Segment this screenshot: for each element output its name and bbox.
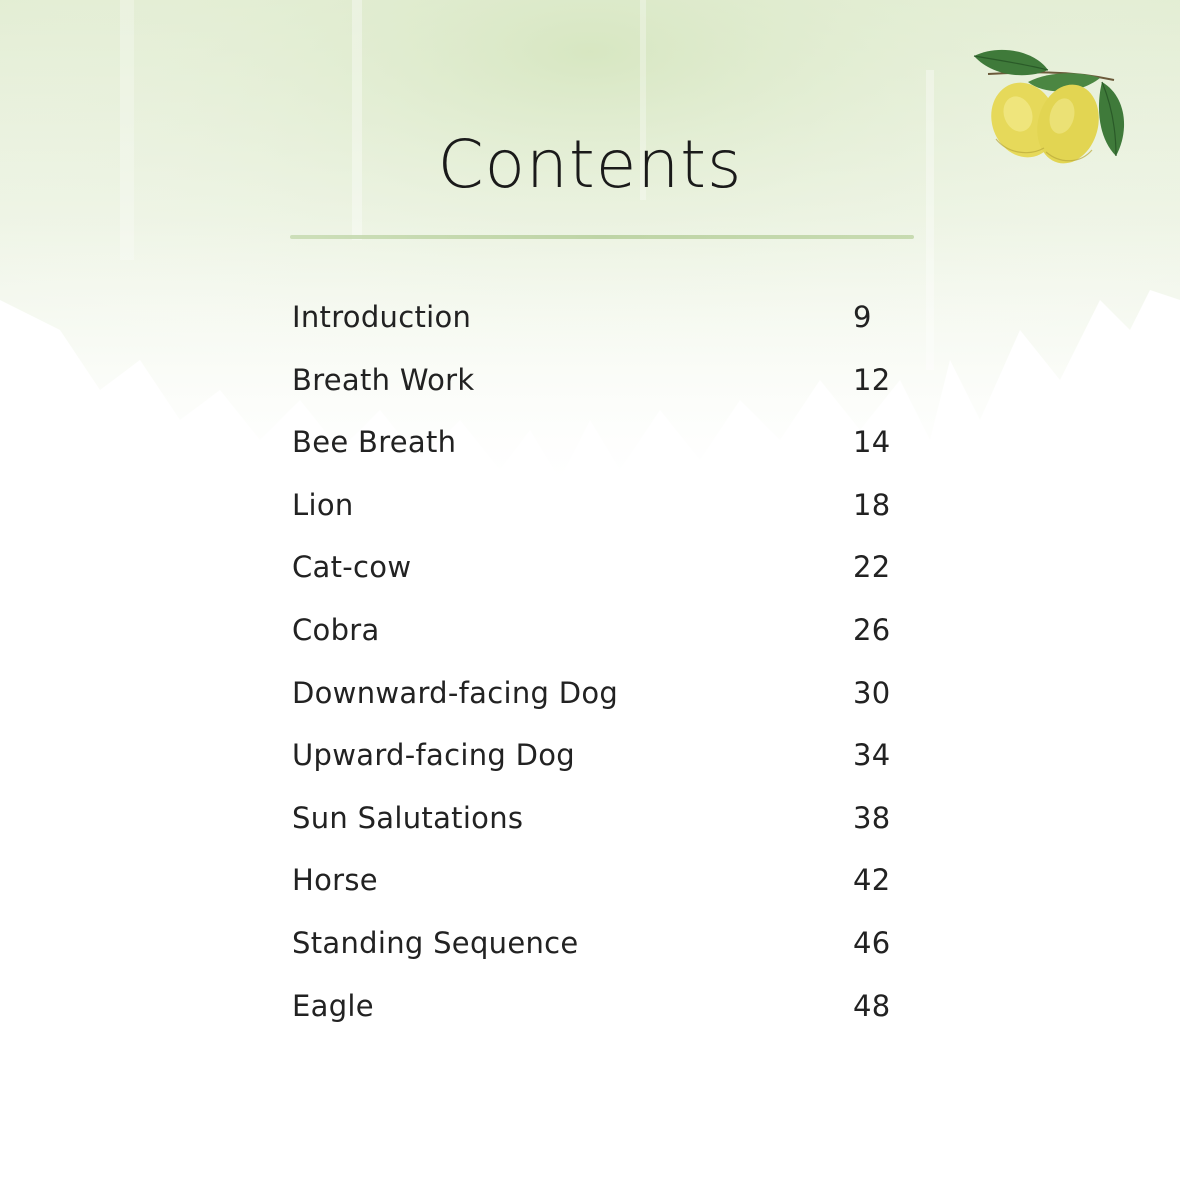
toc-entry-page-number: 26 — [853, 612, 891, 647]
toc-entry-title: Breath Work — [292, 362, 475, 397]
toc-entry — [292, 667, 912, 730]
toc-entry-title: Upward-facing Dog — [292, 738, 575, 773]
toc-entry — [292, 792, 912, 855]
page-title: Contents — [437, 126, 743, 203]
title-divider — [290, 235, 914, 239]
toc-entry-page-number: 30 — [853, 675, 891, 710]
toc-entry-page-number: 42 — [853, 863, 891, 898]
toc-entry — [292, 980, 912, 1043]
toc-entry — [292, 729, 912, 792]
toc-entry-title: Introduction — [292, 300, 472, 334]
toc-entry-title: Bee Breath — [292, 425, 457, 460]
toc-entry-title: Cat-cow — [292, 550, 412, 585]
toc-entry-page-number: 18 — [853, 487, 891, 522]
toc-entry-title: Sun Salutations — [292, 800, 524, 835]
toc-entry — [292, 917, 912, 980]
toc-entry — [292, 854, 912, 917]
toc-entry-title: Horse — [292, 863, 378, 898]
toc-entry-title: Eagle — [292, 988, 374, 1023]
toc-entry-page-number: 22 — [853, 550, 891, 585]
toc-entry-title: Lion — [292, 487, 354, 522]
toc-entry-title: Standing Sequence — [292, 925, 579, 960]
toc-entry — [292, 291, 912, 354]
toc-entry-page-number: 14 — [853, 425, 891, 460]
toc-entry-title: Downward-facing Dog — [292, 675, 619, 710]
toc-entry — [292, 479, 912, 542]
toc-entry — [292, 354, 912, 417]
toc-entry-page-number: 38 — [853, 800, 891, 835]
toc-entry — [292, 604, 912, 667]
toc-entry-page-number: 46 — [853, 925, 891, 960]
toc-entry-page-number: 12 — [853, 362, 891, 397]
toc-entry-title: Cobra — [292, 612, 380, 647]
table-of-contents — [292, 291, 912, 1042]
toc-entry — [292, 541, 912, 604]
toc-entry — [292, 416, 912, 479]
toc-entry-page-number: 34 — [853, 738, 891, 773]
toc-entry-page-number: 48 — [853, 988, 891, 1023]
toc-entry-page-number: 9 — [853, 300, 872, 334]
